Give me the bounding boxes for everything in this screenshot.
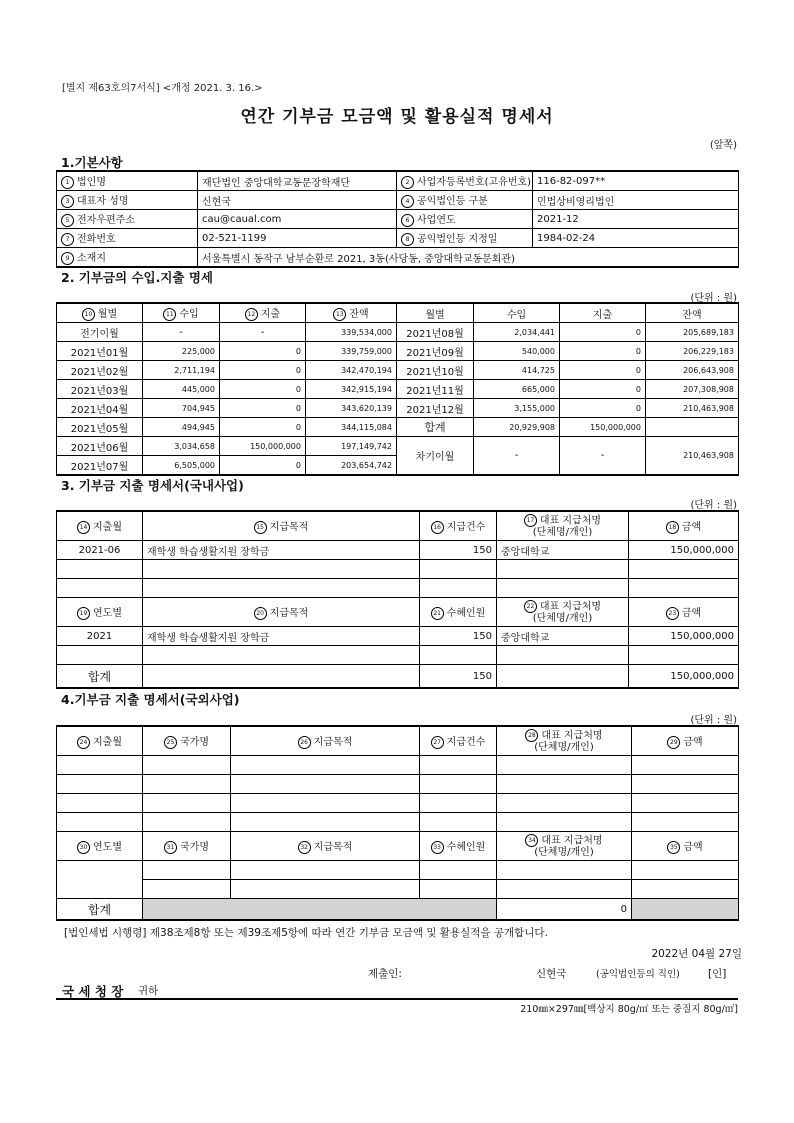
income-cell: 2,711,194 [143, 361, 220, 380]
label-ceo: 대표자 성명 [77, 196, 129, 208]
number-9-icon: 9 [61, 252, 74, 265]
number-24-icon: 24 [77, 736, 90, 749]
header-beneficiaries: 수혜인원 [446, 608, 486, 620]
addressee-suffix: 귀하 [138, 985, 159, 997]
balance-cell: 205,689,183 [646, 323, 739, 342]
expense-cell: 150,000,000 [560, 418, 646, 437]
month-cell: 2021년08월 [397, 323, 474, 342]
month-cell: 2021년02월 [57, 361, 143, 380]
legal-basis-text: [법인세법 시행령] 제38조제8항 또는 제39조제5항에 따라 연간 기부금 모금액 및 활용실적을 공개합니다. [64, 927, 548, 939]
header-recipient-sub: (단체명/개인) [534, 742, 594, 753]
empty-row [57, 794, 739, 813]
submission-date: 2022년 04월 27일 [651, 948, 742, 960]
paper-spec: 210㎜×297㎜[백상지 80g/㎡ 또는 중질지 80g/㎡] [520, 1004, 738, 1015]
number-14-icon: 14 [77, 521, 90, 534]
number-20-icon: 20 [254, 607, 267, 620]
number-15-icon: 15 [254, 521, 267, 534]
submitter-label: 제출인: [368, 968, 402, 980]
expense-cell: 0 [220, 361, 306, 380]
label-business-no: 사업자등록번호(고유번호) [417, 177, 532, 189]
value-fiscal-year: 2021-12 [533, 210, 739, 229]
header-purpose: 지급목적 [313, 737, 353, 749]
header-recipient: 대표 지급처명 [541, 835, 603, 847]
section-4-heading: 4.기부금 지출 명세서(국외사업) [61, 692, 240, 707]
header-purpose: 지급목적 [269, 608, 309, 620]
balance-cell: 339,759,000 [306, 342, 397, 361]
empty-row [57, 646, 739, 665]
number-13-icon: 13 [333, 308, 346, 321]
amount-cell: 150,000,000 [629, 541, 739, 560]
empty-row [57, 756, 739, 775]
number-18-icon: 18 [666, 521, 679, 534]
income-cell: 3,034,658 [143, 437, 220, 456]
empty-row [57, 775, 739, 794]
month-cell: 합계 [397, 418, 474, 437]
beneficiaries-cell: 150 [420, 627, 497, 646]
expense-month-cell: 2021-06 [57, 541, 143, 560]
number-26-icon: 26 [298, 736, 311, 749]
seal-mark: [인] [708, 968, 727, 980]
income-cell: 494,945 [143, 418, 220, 437]
number-31-icon: 31 [164, 841, 177, 854]
balance-cell: 197,149,742 [306, 437, 397, 456]
total-count: 0 [497, 899, 632, 921]
label-address: 소재지 [77, 253, 106, 265]
number-21-icon: 21 [431, 607, 444, 620]
footer-divider [56, 998, 738, 1000]
number-25-icon: 25 [164, 736, 177, 749]
month-cell: 2021년12월 [397, 399, 474, 418]
total-amount: 150,000,000 [629, 665, 739, 689]
submitter-role: (공익법인등의 직인) [596, 969, 680, 980]
empty-row [57, 813, 739, 832]
purpose-cell: 재학생 학습생활지원 장학금 [143, 541, 420, 560]
number-32-icon: 32 [298, 841, 311, 854]
recipient-cell: 중앙대학교 [497, 541, 629, 560]
expense-cell: 0 [560, 380, 646, 399]
table-row [57, 418, 739, 437]
year-cell: 2021 [57, 627, 143, 646]
number-11-icon: 11 [163, 308, 176, 321]
expense-cell: 0 [220, 456, 306, 476]
addressee: 국 세 청 장 [62, 984, 124, 999]
value-public-type: 민법상비영리법인 [533, 191, 739, 210]
number-33-icon: 33 [431, 841, 444, 854]
income-expense-table [56, 302, 739, 476]
header-amount: 금액 [681, 522, 702, 534]
month-cell: 2021년09월 [397, 342, 474, 361]
number-28-icon: 28 [525, 729, 538, 742]
value-phone: 02-521-1199 [198, 229, 397, 248]
income-cell: 704,945 [143, 399, 220, 418]
month-cell: 2021년01월 [57, 342, 143, 361]
number-30-icon: 30 [77, 841, 90, 854]
header-income: 수입 [179, 309, 199, 321]
number-4-icon: 4 [401, 195, 414, 208]
income-cell: 665,000 [474, 380, 560, 399]
header-count: 지급건수 [446, 737, 486, 749]
value-address: 서울특별시 동작구 남부순환로 2021, 3동(사당동, 중앙대학교동문회관) [198, 248, 739, 268]
number-23-icon: 23 [666, 607, 679, 620]
header-balance: 잔액 [349, 309, 369, 321]
section-1-heading: 1.기본사항 [61, 155, 123, 170]
empty-row [57, 579, 739, 598]
section-2-heading: 2. 기부금의 수입.지출 명세 [61, 270, 214, 285]
label-fiscal-year: 사업연도 [417, 215, 456, 227]
income-cell: 540,000 [474, 342, 560, 361]
expense-cell: 0 [560, 361, 646, 380]
income-cell: 414,725 [474, 361, 560, 380]
number-27-icon: 27 [431, 736, 444, 749]
section-3-unit: (단위 : 원) [690, 500, 737, 511]
section-2-unit: (단위 : 원) [690, 293, 737, 304]
balance-cell: 206,643,908 [646, 361, 739, 380]
carry-forward-label: 차기이월 [397, 437, 474, 476]
month-cell: 전기이월 [57, 323, 143, 342]
number-8-icon: 8 [401, 233, 414, 246]
basic-info-table [56, 170, 739, 268]
value-business-no: 116-82-097** [533, 171, 739, 191]
number-10-icon: 10 [82, 308, 95, 321]
month-cell: 2021년07월 [57, 456, 143, 476]
section-3-heading: 3. 기부금 지출 명세서(국내사업) [61, 478, 244, 493]
month-cell: 2021년04월 [57, 399, 143, 418]
carry-forward-balance: 210,463,908 [646, 437, 739, 476]
number-34-icon: 34 [525, 834, 538, 847]
header-recipient-sub: (단체명/개인) [532, 527, 593, 538]
table-row [57, 380, 739, 399]
label-corp-name: 법인명 [77, 177, 106, 189]
number-3-icon: 3 [61, 195, 74, 208]
header-count: 지급건수 [446, 522, 486, 534]
value-designation-date: 1984-02-24 [533, 229, 739, 248]
number-22-icon: 22 [524, 600, 537, 613]
purpose-cell: 재학생 학습생활지원 장학금 [143, 627, 420, 646]
number-5-icon: 5 [61, 214, 74, 227]
expense-cell: 0 [560, 399, 646, 418]
income-cell: 6,505,000 [143, 456, 220, 476]
header-expense-month: 지출월 [93, 737, 122, 749]
header-recipient: 대표 지급처명 [539, 601, 602, 613]
balance-cell: 210,463,908 [646, 399, 739, 418]
header-year: 연도별 [93, 842, 122, 854]
header-expense-month: 지출월 [93, 522, 122, 534]
header-expense-2: 지출 [560, 303, 646, 323]
expense-cell: 150,000,000 [220, 437, 306, 456]
number-2-icon: 2 [401, 176, 414, 189]
header-month: 월별 [97, 309, 118, 321]
number-19-icon: 19 [77, 607, 90, 620]
value-corp-name: 재단법인 중앙대학교동문장학재단 [198, 171, 397, 191]
number-1-icon: 1 [61, 176, 74, 189]
balance-cell: 206,229,183 [646, 342, 739, 361]
header-income-2: 수입 [474, 303, 560, 323]
form-number: [별지 제63호의7서식] <개정 2021. 3. 16.> [62, 83, 263, 94]
header-purpose: 지급목적 [269, 522, 309, 534]
label-email: 전자우편주소 [77, 215, 135, 227]
number-7-icon: 7 [61, 233, 74, 246]
balance-cell: 342,915,194 [306, 380, 397, 399]
expense-cell: 0 [560, 323, 646, 342]
number-29-icon: 29 [667, 736, 680, 749]
balance-cell: 344,115,084 [306, 418, 397, 437]
expense-cell: - [220, 323, 306, 342]
header-country: 국가명 [180, 737, 209, 749]
section-4-unit: (단위 : 원) [690, 715, 737, 726]
income-cell: 445,000 [143, 380, 220, 399]
table-row [57, 399, 739, 418]
header-balance-2: 잔액 [646, 303, 739, 323]
header-recipient: 대표 지급처명 [539, 515, 602, 527]
income-cell: 20,929,908 [474, 418, 560, 437]
table-row [57, 361, 739, 380]
balance-cell [646, 418, 739, 437]
header-purpose: 지급목적 [313, 842, 353, 854]
balance-cell: 339,534,000 [306, 323, 397, 342]
carry-forward-expense: - [560, 437, 646, 476]
recipient-cell: 중앙대학교 [497, 627, 629, 646]
expense-cell: 0 [560, 342, 646, 361]
value-email: cau@caual.com [198, 210, 397, 229]
empty-row [57, 880, 739, 899]
label-public-type: 공익법인등 구분 [417, 196, 488, 208]
value-ceo: 신현국 [198, 191, 397, 210]
header-recipient-sub: (단체명/개인) [534, 847, 594, 858]
header-country: 국가명 [180, 842, 209, 854]
empty-row [57, 560, 739, 579]
number-16-icon: 16 [431, 521, 444, 534]
submitter-name: 신현국 [536, 968, 567, 980]
month-cell: 2021년06월 [57, 437, 143, 456]
front-side-label: (앞쪽) [709, 140, 737, 151]
number-17-icon: 17 [524, 514, 537, 527]
income-cell: 3,155,000 [474, 399, 560, 418]
document-title: 연간 기부금 모금액 및 활용실적 명세서 [240, 107, 554, 127]
month-cell: 2021년03월 [57, 380, 143, 399]
header-year: 연도별 [93, 608, 122, 620]
expense-cell: 0 [220, 380, 306, 399]
month-cell: 2021년10월 [397, 361, 474, 380]
header-month-2: 월별 [397, 303, 474, 323]
label-designation-date: 공익법인등 지정일 [417, 234, 498, 246]
expense-cell: 0 [220, 399, 306, 418]
carry-forward-income: - [474, 437, 560, 476]
header-recipient-sub: (단체명/개인) [532, 613, 593, 624]
header-amount: 금액 [683, 842, 703, 854]
table-row [57, 323, 739, 342]
header-recipient: 대표 지급처명 [541, 730, 603, 742]
header-amount: 금액 [683, 737, 703, 749]
expense-cell: 0 [220, 342, 306, 361]
income-cell: 2,034,441 [474, 323, 560, 342]
month-cell: 2021년05월 [57, 418, 143, 437]
total-count: 150 [420, 665, 497, 689]
expense-cell: 0 [220, 418, 306, 437]
header-beneficiaries: 수혜인원 [446, 842, 486, 854]
empty-row [57, 861, 739, 880]
income-cell: 225,000 [143, 342, 220, 361]
balance-cell: 342,470,194 [306, 361, 397, 380]
header-amount: 금액 [681, 608, 702, 620]
number-6-icon: 6 [401, 214, 414, 227]
balance-cell: 207,308,908 [646, 380, 739, 399]
domestic-expense-table [56, 510, 739, 689]
total-label: 합계 [57, 899, 143, 921]
month-cell: 2021년11월 [397, 380, 474, 399]
header-expense: 지출 [260, 309, 281, 321]
amount-cell: 150,000,000 [629, 627, 739, 646]
overseas-expense-table [56, 725, 739, 921]
count-cell: 150 [420, 541, 497, 560]
total-label: 합계 [57, 665, 143, 689]
label-phone: 전화번호 [77, 234, 116, 246]
balance-cell: 203,654,742 [306, 456, 397, 476]
number-12-icon: 12 [245, 308, 258, 321]
balance-cell: 343,620,139 [306, 399, 397, 418]
income-cell: - [143, 323, 220, 342]
table-row [57, 342, 739, 361]
number-35-icon: 35 [667, 841, 680, 854]
